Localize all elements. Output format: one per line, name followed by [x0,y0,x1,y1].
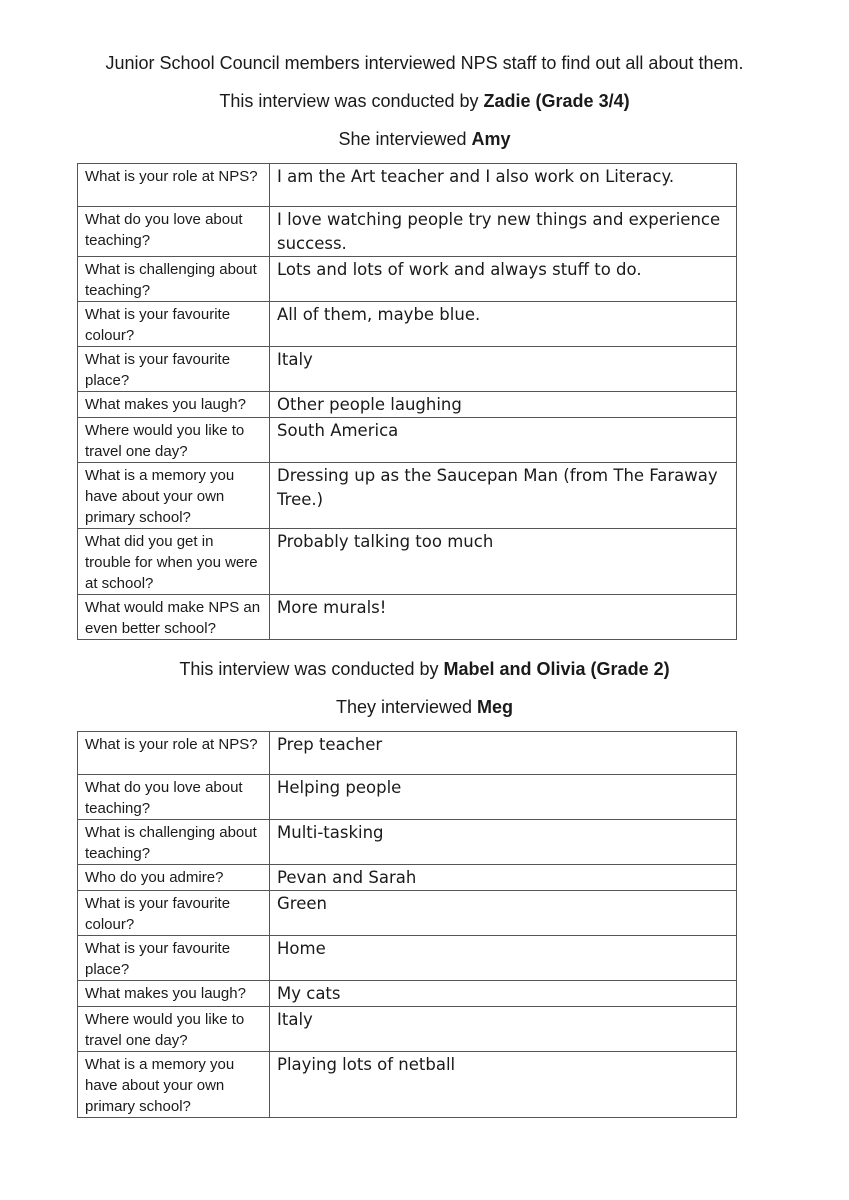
table-row [78,891,737,936]
interview1-table [77,163,737,640]
interview2-interviewee [0,696,849,718]
answer-cell: I am the Art teacher and I also work on Literacy. [270,164,737,207]
question-cell: Who do you admire? [78,865,270,891]
question-cell: What is your favourite place? [78,936,270,981]
question-cell: What is your favourite place? [78,347,270,392]
answer-cell: All of them, maybe blue. [270,302,737,347]
table-row [78,302,737,347]
table-row [78,595,737,640]
answer-cell: Multi-tasking [270,820,737,865]
interviewee-name: Amy [471,129,511,149]
answer-cell: Prep teacher [270,732,737,775]
question-cell: What is your role at NPS? [78,164,270,207]
question-cell: Where would you like to travel one day? [78,418,270,463]
interview2-conducted-by [0,658,849,680]
question-cell: What is challenging about teaching? [78,820,270,865]
table-row [78,865,737,891]
table-row [78,1052,737,1118]
answer-cell: Italy [270,347,737,392]
interviewed-prefix: They interviewed [335,697,478,717]
conducted-prefix: This interview was conducted by [219,91,484,111]
table-row [78,418,737,463]
question-cell: What is your favourite colour? [78,302,270,347]
table-row [78,529,737,595]
table-row [78,820,737,865]
conducted-prefix: This interview was conducted by [179,659,444,679]
table-row [78,207,737,257]
interview2-table [77,731,737,1118]
interviewee-name: Meg [477,697,514,717]
question-cell: What did you get in trouble for when you were at school? [78,529,270,595]
table-row [78,392,737,418]
answer-cell: My cats [270,981,737,1007]
question-cell: What is a memory you have about your own primary school? [78,1052,270,1118]
interviewer-names: Zadie (Grade 3/4) [483,91,630,111]
interviewed-prefix: She interviewed [338,129,472,149]
table-row [78,164,737,207]
answer-cell: Other people laughing [270,392,737,418]
table-row [78,981,737,1007]
question-cell: What makes you laugh? [78,392,270,418]
answer-cell: I love watching people try new things and experience success. [270,207,737,257]
question-cell: What makes you laugh? [78,981,270,1007]
answer-cell: More murals! [270,595,737,640]
question-cell: What is your favourite colour? [78,891,270,936]
question-cell: What is your role at NPS? [78,732,270,775]
question-cell: What is a memory you have about your own primary school? [78,463,270,529]
table-row [78,347,737,392]
table-row [78,257,737,302]
table-row [78,463,737,529]
answer-cell: Home [270,936,737,981]
intro-text: Junior School Council members interviewed NPS staff to find out all about them. [105,53,744,73]
interview1-interviewee [0,128,849,150]
answer-cell: South America [270,418,737,463]
answer-cell: Lots and lots of work and always stuff to do. [270,257,737,302]
interviewer-names: Mabel and Olivia (Grade 2) [443,659,670,679]
answer-cell: Probably talking too much [270,529,737,595]
table-row [78,1007,737,1052]
answer-cell: Green [270,891,737,936]
question-cell: What would make NPS an even better school? [78,595,270,640]
answer-cell: Helping people [270,775,737,820]
question-cell: What do you love about teaching? [78,775,270,820]
table-row [78,775,737,820]
answer-cell: Playing lots of netball [270,1052,737,1118]
question-cell: Where would you like to travel one day? [78,1007,270,1052]
answer-cell: Italy [270,1007,737,1052]
interview1-conducted-by [0,90,849,112]
answer-cell: Dressing up as the Saucepan Man (from The Faraway Tree.) [270,463,737,529]
table-row [78,732,737,775]
question-cell: What do you love about teaching? [78,207,270,257]
table-row [78,936,737,981]
answer-cell: Pevan and Sarah [270,865,737,891]
question-cell: What is challenging about teaching? [78,257,270,302]
